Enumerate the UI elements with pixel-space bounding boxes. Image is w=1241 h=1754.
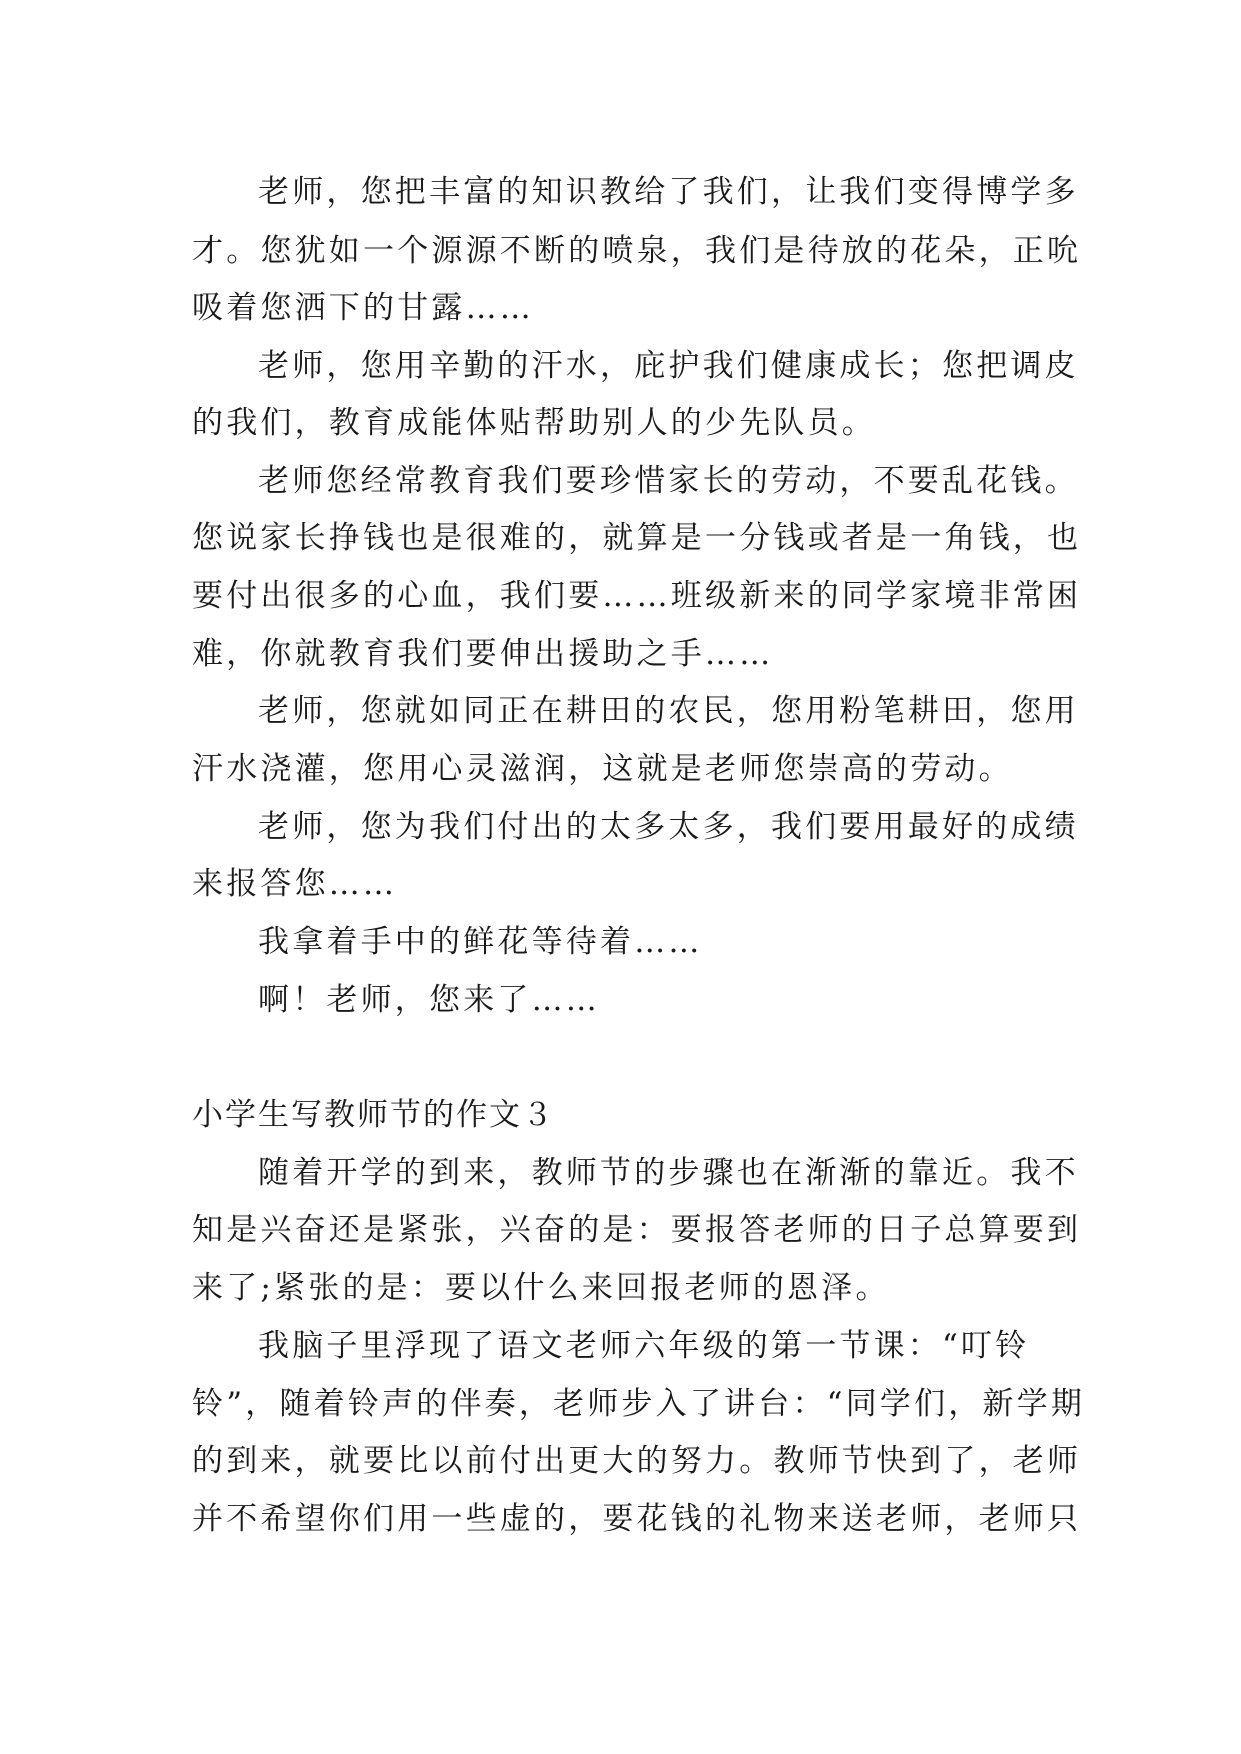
paragraph-1-line-1: 老师，您把丰富的知识教给了我们，让我们变得博学多: [258, 174, 1079, 210]
paragraph-1-line-2: 才。您犹如一个源源不断的喷泉，我们是待放的花朵，正吮: [192, 233, 1082, 269]
paragraph-9-line-4: 并不希望你们用一些虚的，要花钱的礼物来送老师，老师只: [192, 1501, 1082, 1537]
paragraph-4-line-2: 汗水浇灌，您用心灵滋润，这就是老师您崇高的劳动。: [192, 751, 1013, 787]
paragraph-8-line-3: 来了;紧张的是：要以什么来回报老师的恩泽。: [192, 1270, 890, 1306]
paragraph-3-line-2: 您说家长挣钱也是很难的，就算是一分钱或者是一角钱，也: [192, 520, 1082, 556]
paragraph-1-line-3: 吸着您洒下的甘露……: [192, 290, 534, 326]
paragraph-4-line-1: 老师，您就如同正在耕田的农民，您用粉笔耕田，您用: [258, 693, 1079, 729]
paragraph-2-line-1: 老师，您用辛勤的汗水，庇护我们健康成长；您把调皮: [258, 348, 1079, 384]
paragraph-3-line-4: 难，你就教育我们要伸出援助之手……: [192, 636, 774, 672]
paragraph-9-line-2: 铃”，随着铃声的伴奏，老师步入了讲台：“同学们，新学期: [192, 1386, 1086, 1422]
paragraph-8-line-1: 随着开学的到来，教师节的步骤也在渐渐的靠近。我不: [258, 1155, 1079, 1191]
paragraph-2-line-2: 的我们，教育成能体贴帮助别人的少先队员。: [192, 405, 876, 441]
essay-heading: 小学生写教师节的作文３: [192, 1097, 555, 1133]
paragraph-5-line-2: 来报答您……: [192, 866, 398, 902]
paragraph-3-line-1: 老师您经常教育我们要珍惜家长的劳动，不要乱花钱。: [258, 463, 1079, 499]
paragraph-9-line-1: 我脑子里浮现了语文老师六年级的第一节课：“叮铃: [258, 1328, 1030, 1364]
paragraph-3-line-3: 要付出很多的心血，我们要……班级新来的同学家境非常困: [192, 578, 1082, 614]
paragraph-5-line-1: 老师，您为我们付出的太多太多，我们要用最好的成绩: [258, 809, 1079, 845]
paragraph-9-line-3: 的到来，就要比以前付出更大的努力。教师节快到了，老师: [192, 1443, 1082, 1479]
paragraph-6-line-1: 我拿着手中的鲜花等待着……: [258, 924, 703, 960]
paragraph-8-line-2: 知是兴奋还是紧张，兴奋的是：要报答老师的日子总算要到: [192, 1212, 1082, 1248]
paragraph-7-line-1: 啊！老师，您来了……: [258, 982, 600, 1018]
